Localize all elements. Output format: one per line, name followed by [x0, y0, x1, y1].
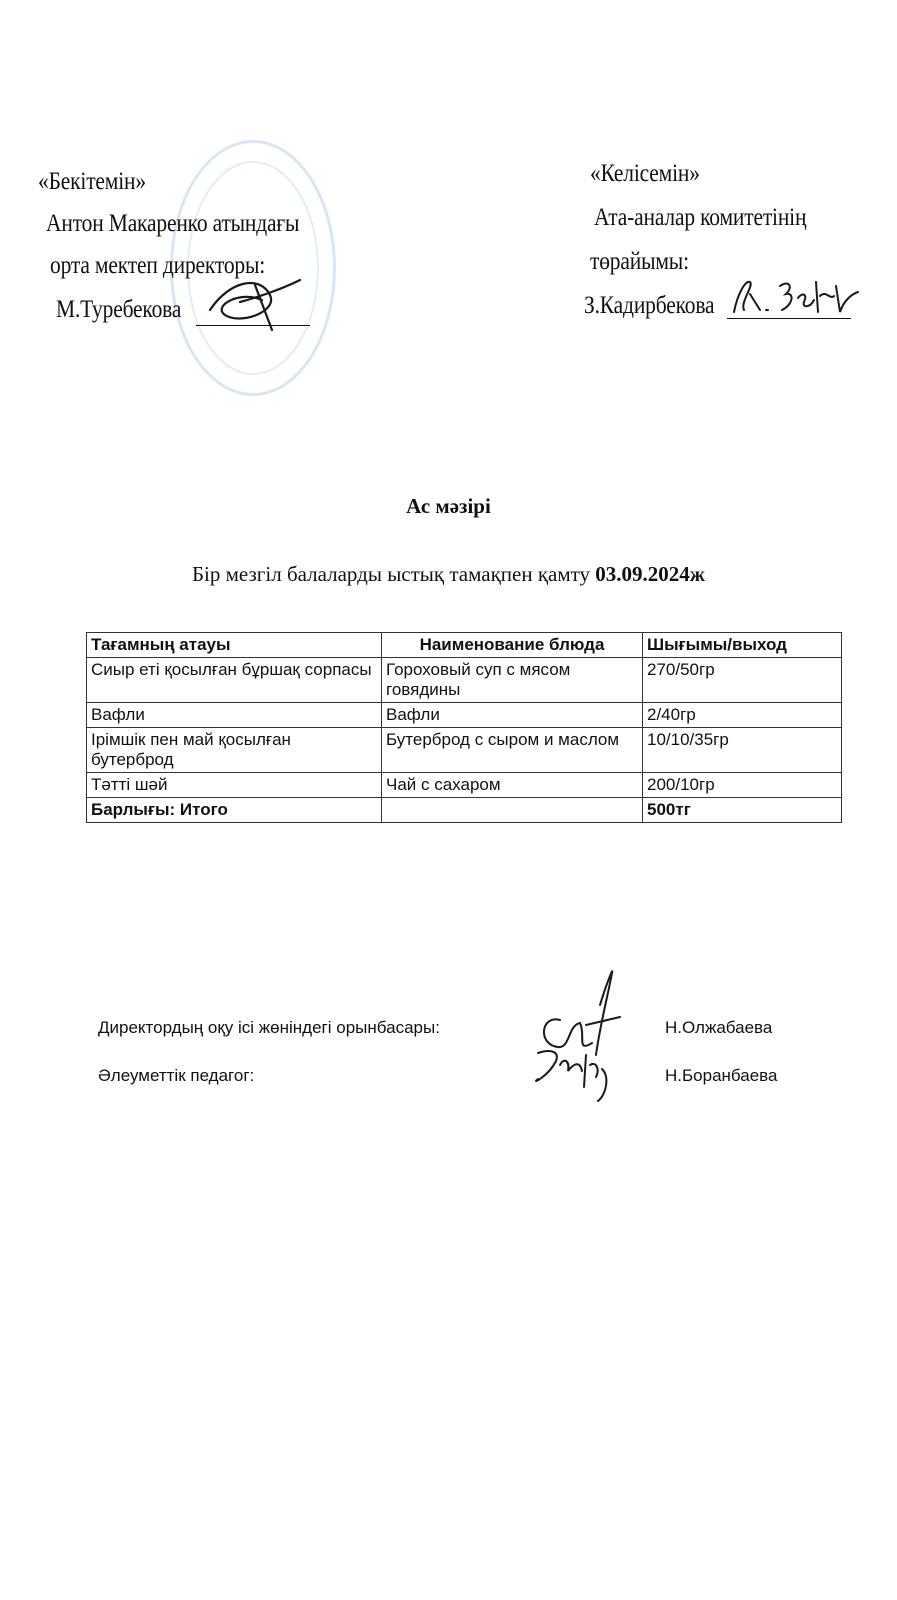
- cell-ru-name: Вафли: [382, 703, 643, 728]
- approve-right-name: З.Кадирбекова: [584, 292, 715, 319]
- approve-right-line1: Ата-аналар комитетінің: [594, 204, 807, 231]
- cell-yield: 200/10гр: [643, 773, 842, 798]
- table-total-row: [87, 798, 842, 823]
- table-row: [87, 728, 842, 773]
- approve-left-heading: «Бекітемін»: [38, 168, 146, 195]
- header-kz-name: Тағамның атауы: [87, 633, 382, 658]
- subtitle-text: Бір мезгіл балаларды ыстық тамақпен қамту: [191, 562, 596, 586]
- approve-left-line1: Антон Макаренко атындағы: [46, 210, 300, 237]
- total-label: Барлығы: Итого: [87, 798, 382, 823]
- subtitle-date: 03.09.2024ж: [595, 562, 706, 586]
- approve-left-line2: орта мектеп директоры:: [50, 252, 266, 279]
- page-subtitle: [0, 562, 897, 587]
- cell-kz-name: Сиыр еті қосылған бұршақ сорпасы: [87, 658, 382, 703]
- cell-ru-name: Гороховый суп с мясом говядины: [382, 658, 643, 703]
- menu-table: [86, 632, 842, 823]
- table-row: [87, 773, 842, 798]
- committee-signature: [728, 272, 863, 322]
- cell-yield: 270/50гр: [643, 658, 842, 703]
- table-row: [87, 658, 842, 703]
- table-row: [87, 703, 842, 728]
- header-ru-name: Наименование блюда: [382, 633, 643, 658]
- cell-kz-name: Вафли: [87, 703, 382, 728]
- approve-right-heading: «Келісемін»: [590, 160, 700, 187]
- cell-ru-name: Бутерброд с сыром и маслом: [382, 728, 643, 773]
- cell-yield: 10/10/35гр: [643, 728, 842, 773]
- director-signature: [200, 270, 310, 330]
- total-middle: [382, 798, 643, 823]
- deputy-signature: [530, 965, 630, 1110]
- signature-role-2: Әлеуметтік педагог:: [98, 1066, 255, 1085]
- signature-role-1: Директордың оқу ісі жөніндегі орынбасары:: [98, 1018, 440, 1037]
- approve-left-name: [56, 296, 181, 324]
- approve-left-name-text: М.Туребекова: [56, 296, 182, 323]
- header-yield: Шығымы/выход: [643, 633, 842, 658]
- cell-yield: 2/40гр: [643, 703, 842, 728]
- signature-name-2: Н.Боранбаева: [665, 1066, 778, 1085]
- cell-kz-name: Ірімшік пен май қосылған бутерброд: [87, 728, 382, 773]
- signature-name-1: Н.Олжабаева: [665, 1018, 773, 1037]
- cell-kz-name: Тәтті шәй: [87, 773, 382, 798]
- total-value: 500тг: [643, 798, 842, 823]
- page-title: Ас мәзірі: [406, 494, 491, 518]
- approve-right-line2: төрайымы:: [590, 248, 689, 275]
- cell-ru-name: Чай с сахаром: [382, 773, 643, 798]
- table-header-row: [87, 633, 842, 658]
